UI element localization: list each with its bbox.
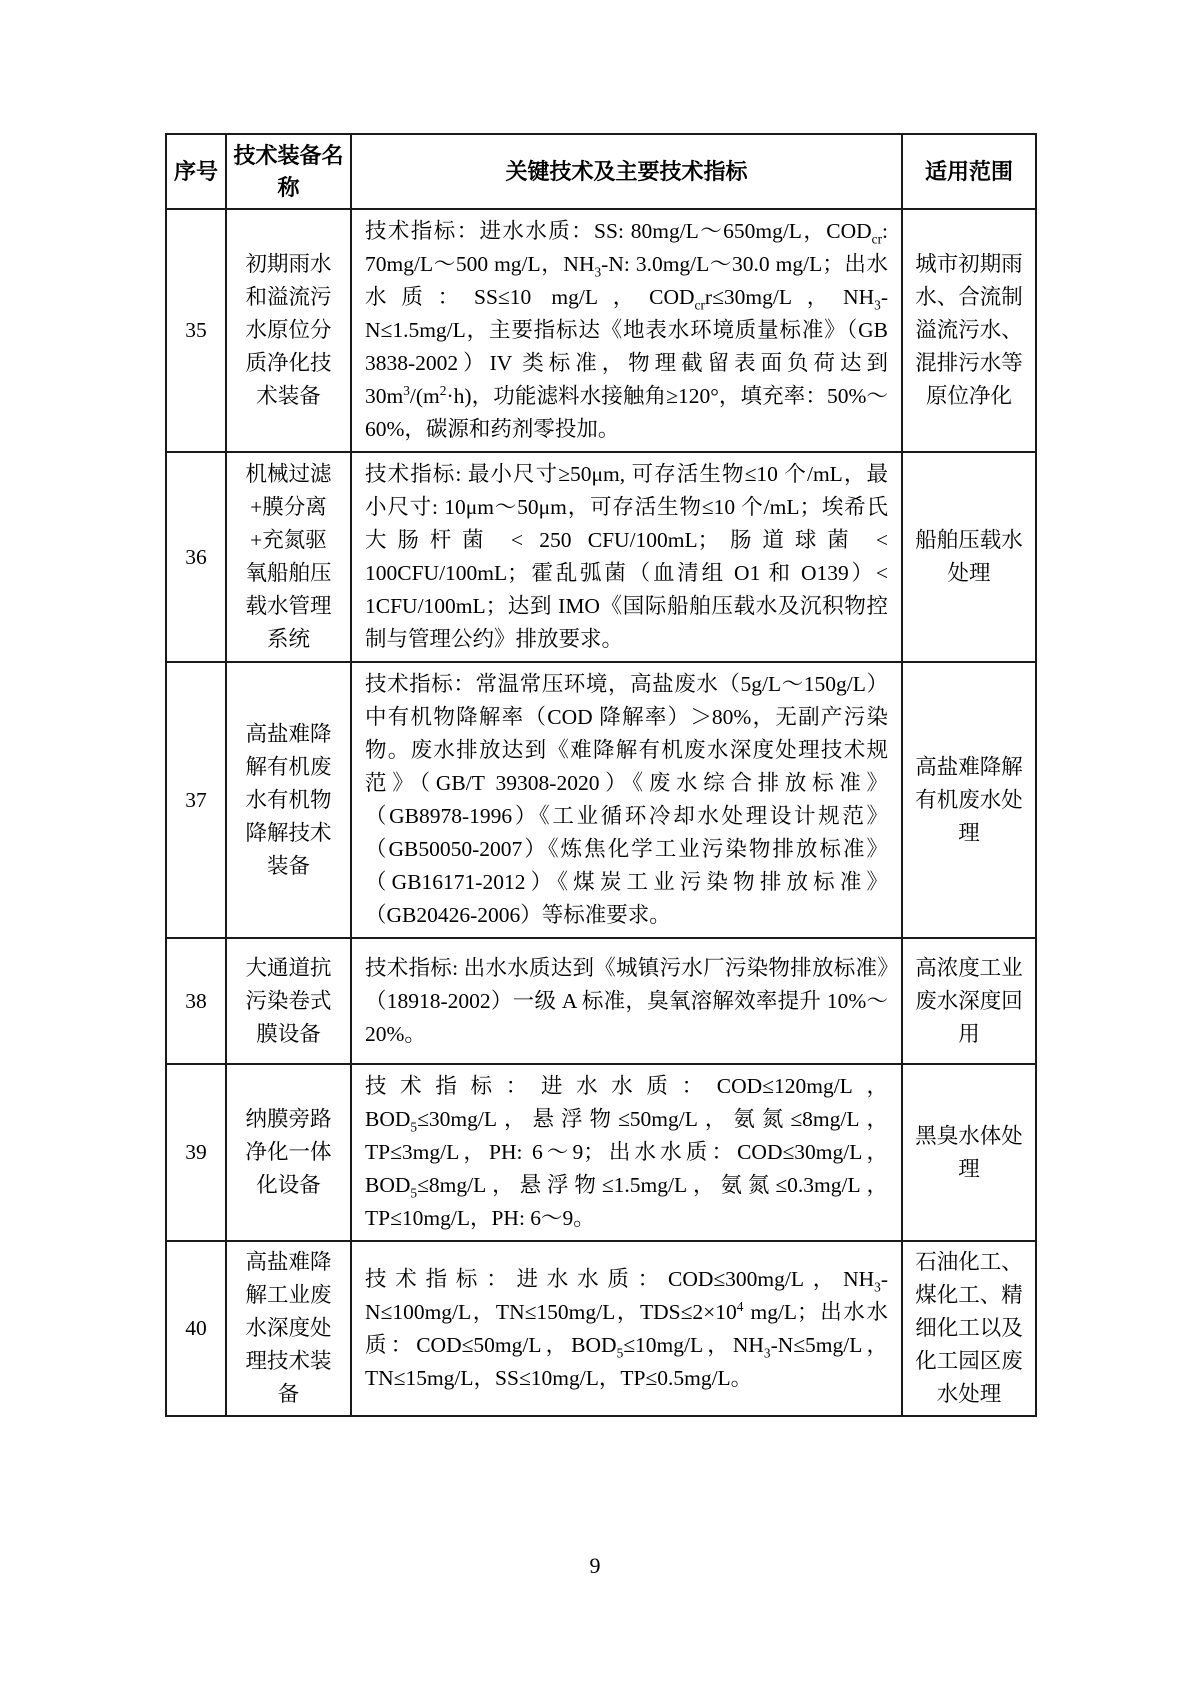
row-39-equipment-name: 纳膜旁路净化一体化设备 (226, 1064, 351, 1241)
header-indicators: 关键技术及主要技术指标 (351, 134, 902, 209)
row-35-no: 35 (166, 209, 226, 452)
row-38-scope: 高浓度工业废水深度回用 (902, 938, 1036, 1064)
row-40-scope: 石油化工、煤化工、精细化工以及化工园区废水处理 (902, 1241, 1036, 1416)
row-38-indicators: 技术指标: 出水水质达到《城镇污水厂污染物排放标准》（18918-2002）一级 A 标准，臭氧溶解效率提升 10%～20%。 (351, 938, 902, 1064)
table-row-38 (166, 938, 1036, 1064)
table-row-40 (166, 1241, 1036, 1416)
table-row-35 (166, 209, 1036, 452)
spec-table (165, 133, 1037, 1417)
row-38-equipment-name: 大通道抗污染卷式膜设备 (226, 938, 351, 1064)
row-35-equipment-name: 初期雨水和溢流污水原位分质净化技术装备 (226, 209, 351, 452)
header-equipment-name: 技术装备名称 (226, 134, 351, 209)
header-row (166, 134, 1036, 209)
row-36-equipment-name: 机械过滤+膜分离+充氮驱氧船舶压载水管理系统 (226, 452, 351, 662)
row-37-equipment-name: 高盐难降解有机废水有机物降解技术装备 (226, 662, 351, 938)
row-39-indicators: 技术指标：进水水质：COD≤120mg/L，$BOD_5\le 30mg/L$，悬浮物≤50mg/L，氨氮≤8mg/L，TP≤3mg/L，PH: 6～9；出水水质：COD≤30mg/L，$BOD_5\le 8mg/L$，悬浮物≤1.5mg/L，氨氮≤0.3mg/L，TP≤10mg/L，PH: 6～9。 (351, 1064, 902, 1241)
page-number: 9 (589, 1553, 601, 1578)
row-38-no: 38 (166, 938, 226, 1064)
row-36-no: 36 (166, 452, 226, 662)
row-40-equipment-name: 高盐难降解工业废水深度处理技术装备 (226, 1241, 351, 1416)
row-39-scope: 黑臭水体处理 (902, 1064, 1036, 1241)
row-39-no: 39 (166, 1064, 226, 1241)
table-row-39 (166, 1064, 1036, 1241)
row-37-indicators: 技术指标：常温常压环境，高盐废水（5g/L～150g/L）中有机物降解率（COD 降解率）＞80%，无副产污染物。废水排放达到《难降解有机废水深度处理技术规范》（GB/T 39308-2020）《废水综合排放标准》（GB8978-1996）《工业循环冷却水处理设计规范》（GB50050-2007）《炼焦化学工业污染物排放标准》（GB16171-2012）《煤炭工业污染物排放标准》（GB20426-2006）等标准要求。 (351, 662, 902, 938)
row-35-indicators: 技术指标：进水水质：SS: 80mg/L～650mg/L，$COD_{cr}$: 70mg/L～500 mg/L，$NH_3-N$: 3.0mg/L～30.0 mg/L；出水水质：SS≤10 mg/L，$COD_{cr}r\le 30mg/L$，$NH_3-N\le 1.5mg/L$，主要指标达《地表水环境质量标准》（GB 3838-2002）IV 类标准，物理截留表面负荷达到 $30m^3/(m^2\cdot h)$，功能滤料水接触角≥120°，填充率：50%～60%，碳源和药剂零投加。 (351, 209, 902, 452)
row-37-no: 37 (166, 662, 226, 938)
row-36-scope: 船舶压载水处理 (902, 452, 1036, 662)
row-36-indicators: 技术指标: 最小尺寸≥50μm, 可存活生物≤10 个/mL，最小尺寸: 10μm～50μm，可存活生物≤10 个/mL；埃希氏大肠杆菌 < 250 CFU/100mL；肠道球菌 < 100CFU/100mL；霍乱弧菌（血清组 O1 和 O139）< 1CFU/100mL；达到 IMO《国际船舶压载水及沉积物控制与管理公约》排放要求。 (351, 452, 902, 662)
table-row-36 (166, 452, 1036, 662)
row-40-no: 40 (166, 1241, 226, 1416)
row-35-scope: 城市初期雨水、合流制溢流污水、混排污水等原位净化 (902, 209, 1036, 452)
header-no: 序号 (166, 134, 226, 209)
table-row-37 (166, 662, 1036, 938)
header-scope: 适用范围 (902, 134, 1036, 209)
row-37-scope: 高盐难降解有机废水处理 (902, 662, 1036, 938)
row-40-indicators: 技术指标：进水水质：COD≤300mg/L，$NH_3-N\le 100mg/L$，TN≤150mg/L，$TDS\le 2\times 10^4$ mg/L；出水水质：COD≤50mg/L，$BOD_5\le 10mg/L$，$NH_3-N\le 5mg/L$，TN≤15mg/L，SS≤10mg/L，TP≤0.5mg/L。 (351, 1241, 902, 1416)
